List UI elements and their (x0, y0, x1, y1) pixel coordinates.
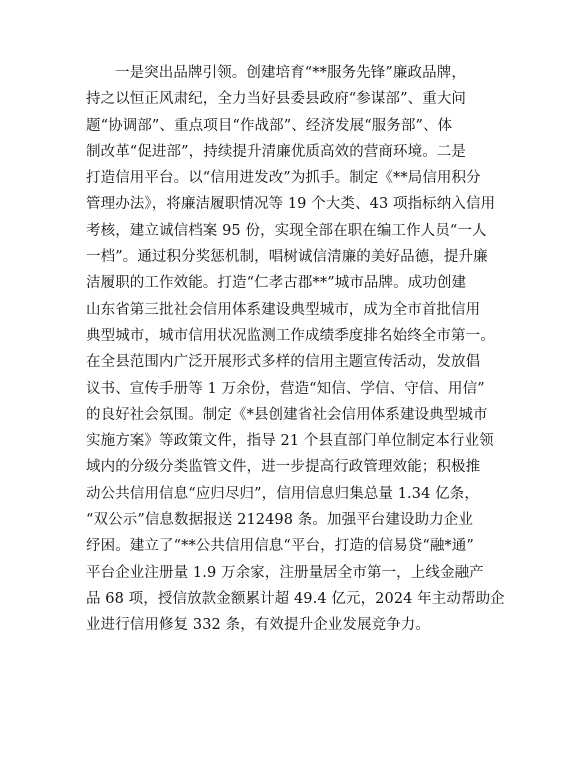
text-line: 在全县范围内广泛开展形式多样的信用主题宣传活动，发放倡 (86, 354, 481, 371)
text-line: 典型城市，城市信用状况监测工作成绩季度排名始终全市第一。 (86, 327, 495, 344)
text-line: 一是突出品牌引领。创建培育“**服务先锋”廉政品牌， (115, 65, 466, 81)
text-line: 考核，建立诚信档案 95 份，实现全部在职在编工作人员“一人 (86, 222, 487, 239)
text-line: 持之以恒正风肃纪，全力当好县委县政府“参谋部”、重大问 (86, 91, 467, 108)
body-paragraph (86, 60, 510, 639)
text-line: 制改革“促进部”，持续提升清廉优质高效的营商环境。二是 (86, 143, 467, 160)
text-line: 一档”。通过积分奖惩机制，唱树诚信清廉的美好品德，提升廉 (86, 249, 488, 266)
text-line: “双公示”信息数据报送 212498 条。加强平台建设助力企业 (86, 512, 473, 529)
text-line: 动公共信用信息“应归尽归”，信用信息归集总量 1.34 亿条， (86, 485, 479, 502)
text-line: 品 68 项，授信放款金额累计超 49.4 亿元，2024 年主动帮助企 (86, 590, 505, 607)
text-line: 实施方案》等政策文件，指导 21 个县直部门单位制定本行业领 (86, 433, 494, 450)
text-line: 题“协调部”、重点项目“作战部”、经济发展“服务部”、体 (86, 117, 453, 134)
text-line: 域内的分级分类监管文件，进一步提高行政管理效能；积极推 (86, 459, 481, 476)
text-line: 议书、宣传手册等 1 万余份，营造“知信、学信、守信、用信” (86, 380, 485, 397)
text-line: 洁履职的工作效能。打造“仁孝古郡**”城市品牌。成功创建 (86, 275, 467, 292)
text-line: 管理办法》，将廉洁履职情况等 19 个大类、43 项指标纳入信用 (86, 196, 496, 213)
text-line: 的良好社会氛围。制定《*县创建省社会信用体系建设典型城市 (86, 406, 488, 423)
text-line: 山东省第三批社会信用体系建设典型城市，成为全市首批信用 (86, 301, 481, 318)
text-line: 打造信用平台。以“信用进发改”为抓手。制定《**局信用积分 (86, 170, 481, 187)
text-line: 纾困。建立了“**公共信用信息“平台，打造的信易贷“融*通” (86, 538, 474, 555)
text-line: 业进行信用修复 332 条，有效提升企业发展竞争力。 (86, 617, 430, 634)
text-line: 平台企业注册量 1.9 万余家，注册量居全市第一，上线金融产 (86, 564, 484, 581)
